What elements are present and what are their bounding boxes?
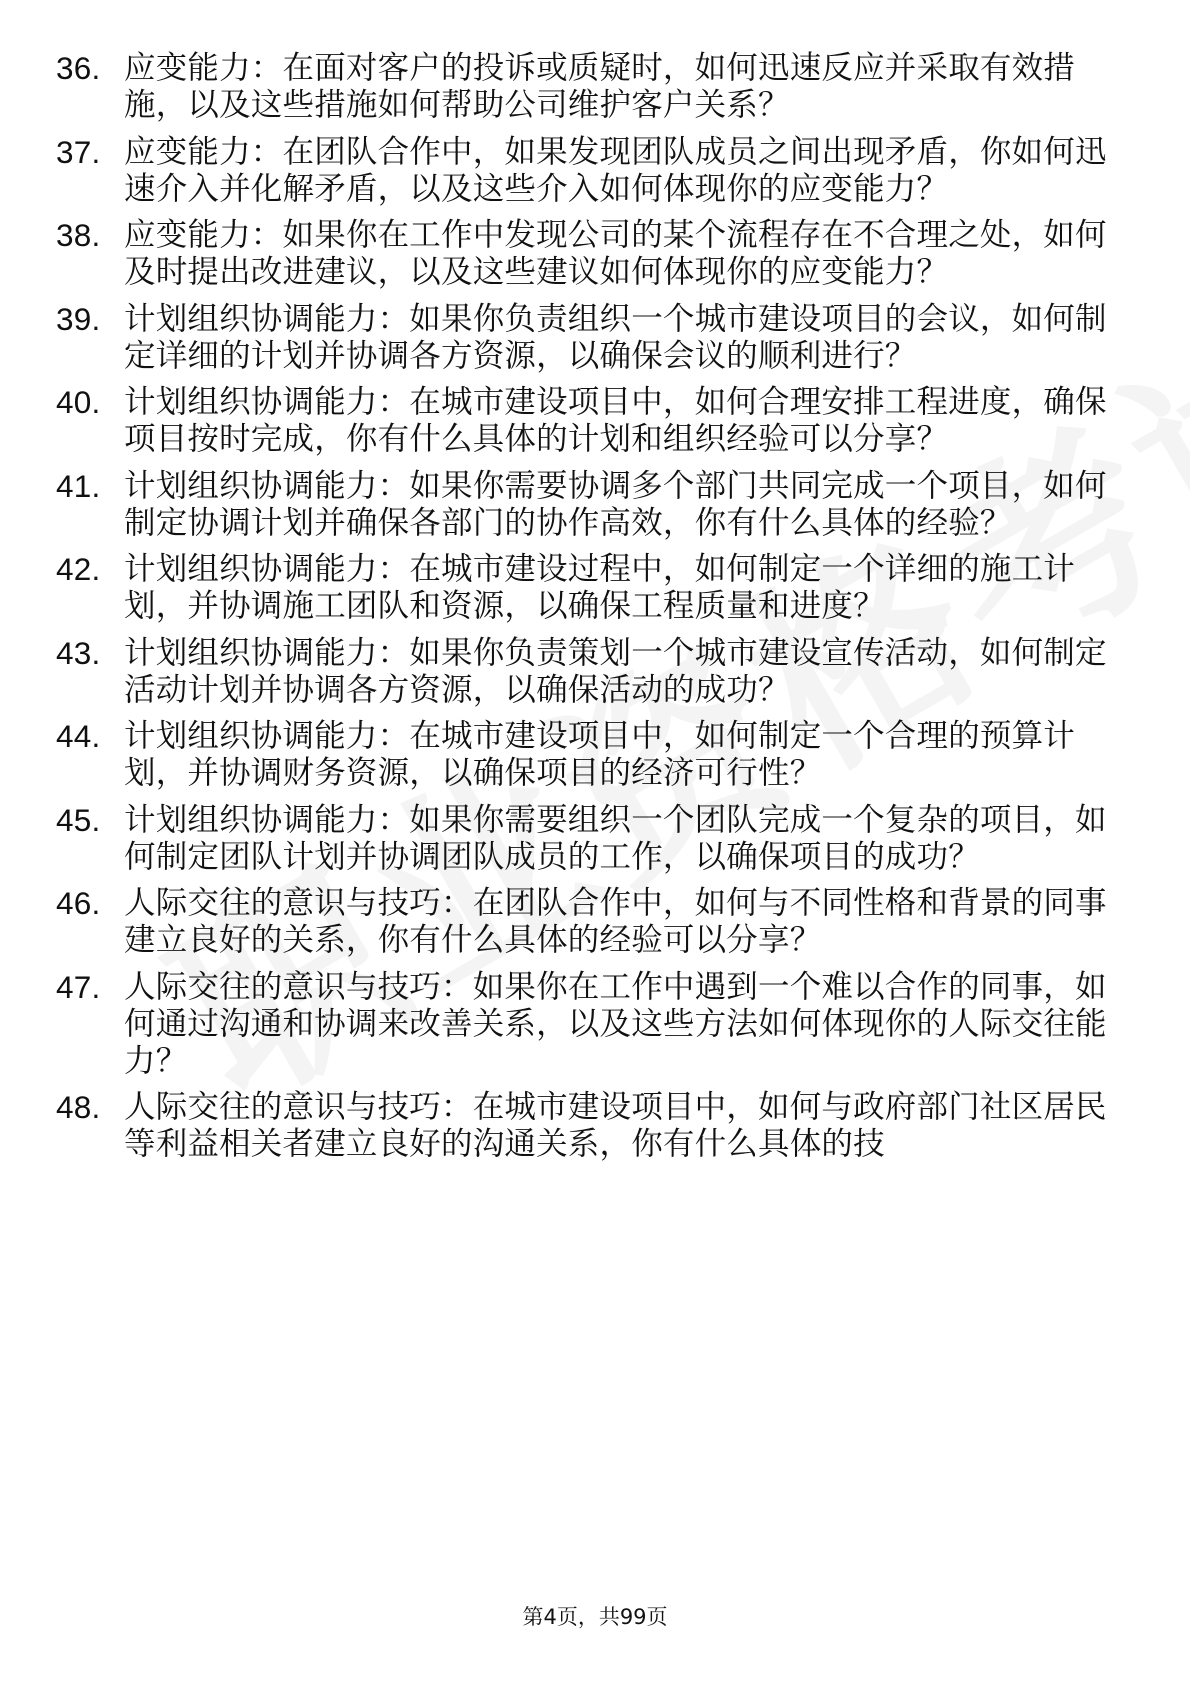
question-number: 41. <box>56 467 101 504</box>
list-item <box>56 384 1136 458</box>
question-text: 计划组织协调能力：如果你负责策划一个城市建设宣传活动，如何制定活动计划并协调各方资源，以确保活动的成功？ <box>124 634 1107 708</box>
question-text: 计划组织协调能力：如果你需要协调多个部门共同完成一个项目，如何制定协调计划并确保各部门的协作高效，你有什么具体的经验？ <box>124 467 1107 541</box>
list-item <box>56 1089 1136 1163</box>
question-number: 42. <box>56 551 101 587</box>
question-text: 应变能力：在团队合作中，如果发现团队成员之间出现矛盾，你如何迅速介入并化解矛盾，以及这些介入如何体现你的应变能力？ <box>124 133 1107 207</box>
list-item <box>56 551 1136 625</box>
page-footer: 第4页，共99页 <box>522 1605 668 1629</box>
list-item <box>56 885 1136 959</box>
question-number: 44. <box>56 718 101 754</box>
question-text: 人际交往的意识与技巧：在团队合作中，如何与不同性格和背景的同事建立良好的关系，你有什么具体的经验可以分享？ <box>124 885 1107 958</box>
question-text: 应变能力：如果你在工作中发现公司的某个流程存在不合理之处，如何及时提出改进建议，以及这些建议如何体现你的应变能力？ <box>124 217 1107 290</box>
question-text: 计划组织协调能力：如果你负责组织一个城市建设项目的会议，如何制定详细的计划并协调各方资源，以确保会议的顺利进行？ <box>124 300 1107 374</box>
question-number: 46. <box>56 885 101 921</box>
question-number: 39. <box>56 300 101 337</box>
list-item <box>56 50 1136 124</box>
question-text: 计划组织协调能力：在城市建设过程中，如何制定一个详细的施工计划，并协调施工团队和资源，以确保工程质量和进度？ <box>124 551 1076 624</box>
question-number: 36. <box>56 50 101 86</box>
question-text: 计划组织协调能力：在城市建设项目中，如何合理安排工程进度，确保项目按时完成，你有什么具体的计划和组织经验可以分享？ <box>124 384 1107 457</box>
list-item <box>56 969 1136 1080</box>
list-item <box>56 718 1136 792</box>
list-item <box>56 301 1136 375</box>
question-number: 40. <box>56 384 101 420</box>
question-text: 人际交往的意识与技巧：如果你在工作中遇到一个难以合作的同事，如何通过沟通和协调来改善关系，以及这些方法如何体现你的人际交往能力？ <box>124 968 1107 1079</box>
question-text: 应变能力：在面对客户的投诉或质疑时，如何迅速反应并采取有效措施，以及这些措施如何帮助公司维护客户关系？ <box>124 50 1076 123</box>
list-item <box>56 134 1136 208</box>
question-text: 计划组织协调能力：如果你需要组织一个团队完成一个复杂的项目，如何制定团队计划并协调团队成员的工作，以确保项目的成功？ <box>124 801 1107 875</box>
question-number: 37. <box>56 133 101 170</box>
question-text: 人际交往的意识与技巧：在城市建设项目中，如何与政府部门社区居民等利益相关者建立良好的沟通关系，你有什么具体的技 <box>124 1089 1107 1162</box>
question-number: 38. <box>56 217 101 253</box>
question-number: 45. <box>56 801 101 838</box>
question-text: 计划组织协调能力：在城市建设项目中，如何制定一个合理的预算计划，并协调财务资源，以确保项目的经济可行性？ <box>124 718 1076 791</box>
question-number: 43. <box>56 634 101 671</box>
list-item <box>56 802 1136 876</box>
list-item <box>56 468 1136 542</box>
question-number: 47. <box>56 968 101 1005</box>
list-item <box>56 217 1136 291</box>
list-item <box>56 635 1136 709</box>
question-number: 48. <box>56 1089 101 1125</box>
question-list <box>56 50 1136 1173</box>
